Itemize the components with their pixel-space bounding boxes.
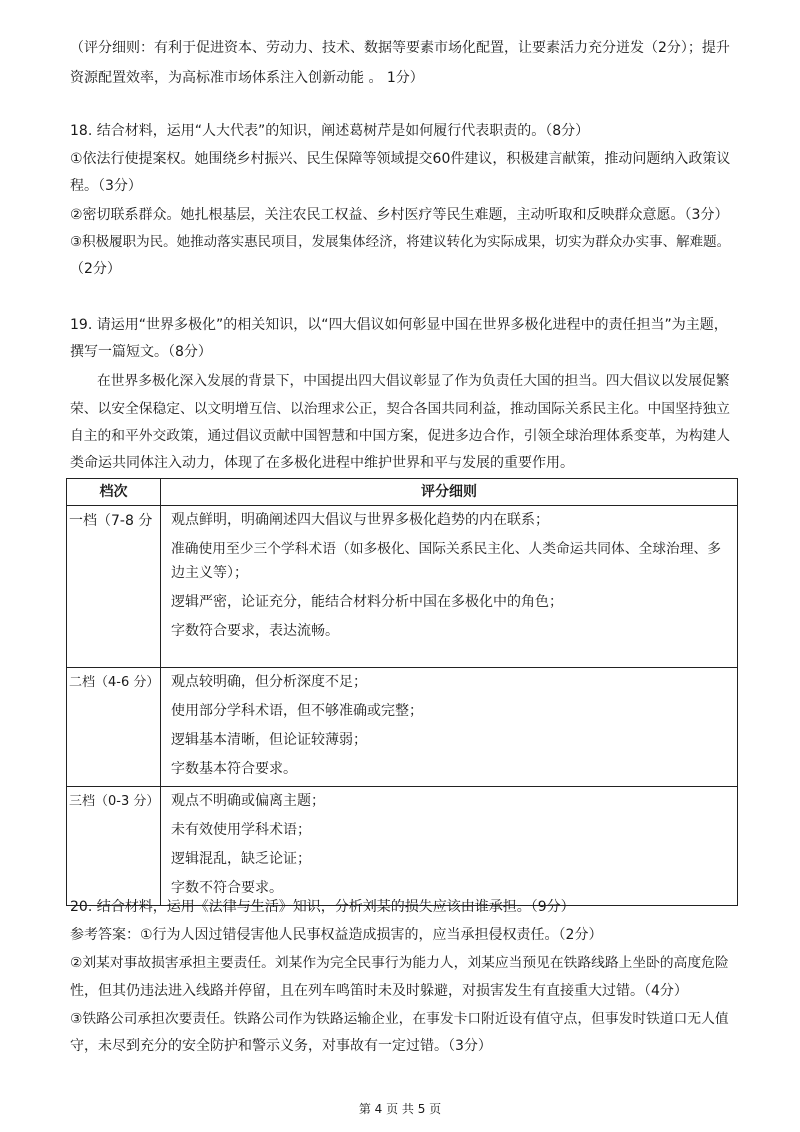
page-number: 第 4 页 共 5 页	[358, 1102, 442, 1116]
criteria-line: 准确使用至少三个学科术语（如多极化、国际关系民主化、人类命运共同体、全球治理、多	[171, 541, 722, 557]
q19-essay-line: 类命运共同体注入动力，体现了在多极化进程中维护世界和平与发展的重要作用。	[70, 455, 574, 471]
criteria-line: 边主义等）；	[171, 565, 248, 581]
rubric-row	[67, 668, 738, 787]
q19-essay-line: 自主的和平外交政策，通过倡议贡献中国智慧和中国方案，促进多边合作，引领全球治理体系变革，为构建人	[70, 428, 731, 444]
q19-rubric-table	[66, 478, 738, 906]
q20-answer-line: 性，但其仍违法进入线路并停留，且在列车鸣笛时未及时躲避，对损害发生有直接重大过错。（4分）	[70, 983, 688, 999]
intro-line: （评分细则：有利于促进资本、劳动力、技术、数据等要素市场化配置，让要素活力充分迸发（2分）；提升	[70, 40, 730, 56]
q20-answer-line: 守，未尽到充分的安全防护和警示义务，对事故有一定过错。（3分）	[70, 1038, 492, 1054]
intro-line: 资源配置效率，为高标准市场体系注入创新动能 。 1分）	[70, 70, 424, 86]
criteria-line: 逻辑基本清晰，但论证较薄弱；	[171, 732, 367, 748]
criteria-line: 观点较明确，但分析深度不足；	[171, 674, 367, 690]
q20-answer-line: ③铁路公司承担次要责任。铁路公司作为铁路运输企业，在事发卡口附近设有值守点，但事发时铁道口无人值	[70, 1011, 729, 1027]
q19-prompt-line: 19. 请运用“世界多极化”的相关知识，以“四大倡议如何彰显中国在世界多极化进程中的责任担当”为主题，	[70, 317, 728, 333]
q18-prompt: 18. 结合材料，运用“人大代表”的知识，阐述葛树芹是如何履行代表职责的。（8分）	[70, 123, 590, 139]
q18-answer-line: ①依法行使提案权。她围绕乡村振兴、民生保障等领域提交60件建议，积极建言献策，推动问题纳入政策议	[70, 151, 731, 167]
q20-answer-line: ②刘某对事故损害承担主要责任。刘某作为完全民事行为能力人，刘某应当预见在铁路线路上坐卧的高度危险	[70, 955, 729, 971]
q20-answer-line: 参考答案：①行为人因过错侵害他人民事权益造成损害的，应当承担侵权责任。（2分）	[70, 927, 603, 943]
q18-answer-line: （2分）	[70, 261, 121, 277]
criteria-line: 未有效使用学科术语；	[171, 822, 311, 838]
q19-essay-line: 在世界多极化深入发展的背景下，中国提出四大倡议彰显了作为负责任大国的担当。四大倡议以发展促繁	[97, 373, 730, 389]
criteria-line: 字数不符合要求。	[171, 880, 283, 896]
rubric-criteria	[161, 668, 738, 787]
q18-answer-line: ②密切联系群众。她扎根基层，关注农民工权益、乡村医疗等民生难题，主动听取和反映群众意愿。（3分）	[70, 207, 729, 223]
rubric-header-criteria: 评分细则	[161, 479, 738, 506]
criteria-line: 观点鲜明，明确阐述四大倡议与世界多极化趋势的内在联系；	[171, 512, 549, 528]
rubric-criteria	[161, 787, 738, 906]
q20-prompt: 20. 结合材料，运用《法律与生活》知识，分析刘某的损失应该由谁承担。（9分）	[70, 899, 575, 915]
rubric-criteria	[161, 506, 738, 668]
criteria-line: 使用部分学科术语，但不够准确或完整；	[171, 703, 423, 719]
rubric-header-row	[67, 479, 738, 506]
rubric-level: 三档（0-3 分）	[67, 787, 161, 906]
criteria-line: 字数基本符合要求。	[171, 761, 297, 777]
rubric-row	[67, 787, 738, 906]
rubric-level: 二档（4-6 分）	[67, 668, 161, 787]
criteria-line: 逻辑混乱，缺乏论证；	[171, 851, 311, 867]
q19-prompt-line: 撰写一篇短文。（8分）	[70, 344, 212, 360]
criteria-line: 逻辑严密，论证充分，能结合材料分析中国在多极化中的角色；	[171, 594, 563, 610]
q19-essay-line: 荣、以安全保稳定、以文明增互信、以治理求公正，契合各国共同利益，推动国际关系民主化。中国坚持独立	[70, 401, 731, 417]
rubric-header-level: 档次	[67, 479, 161, 506]
q18-answer-line: ③积极履职为民。她推动落实惠民项目，发展集体经济，将建议转化为实际成果，切实为群众办实事、解难题。	[70, 234, 731, 250]
rubric-row	[67, 506, 738, 668]
criteria-line: 字数符合要求，表达流畅。	[171, 623, 339, 639]
criteria-line: 观点不明确或偏离主题；	[171, 793, 325, 809]
q18-answer-line: 程。（3分）	[70, 178, 142, 194]
rubric-level: 一档（7-8 分	[67, 506, 161, 668]
